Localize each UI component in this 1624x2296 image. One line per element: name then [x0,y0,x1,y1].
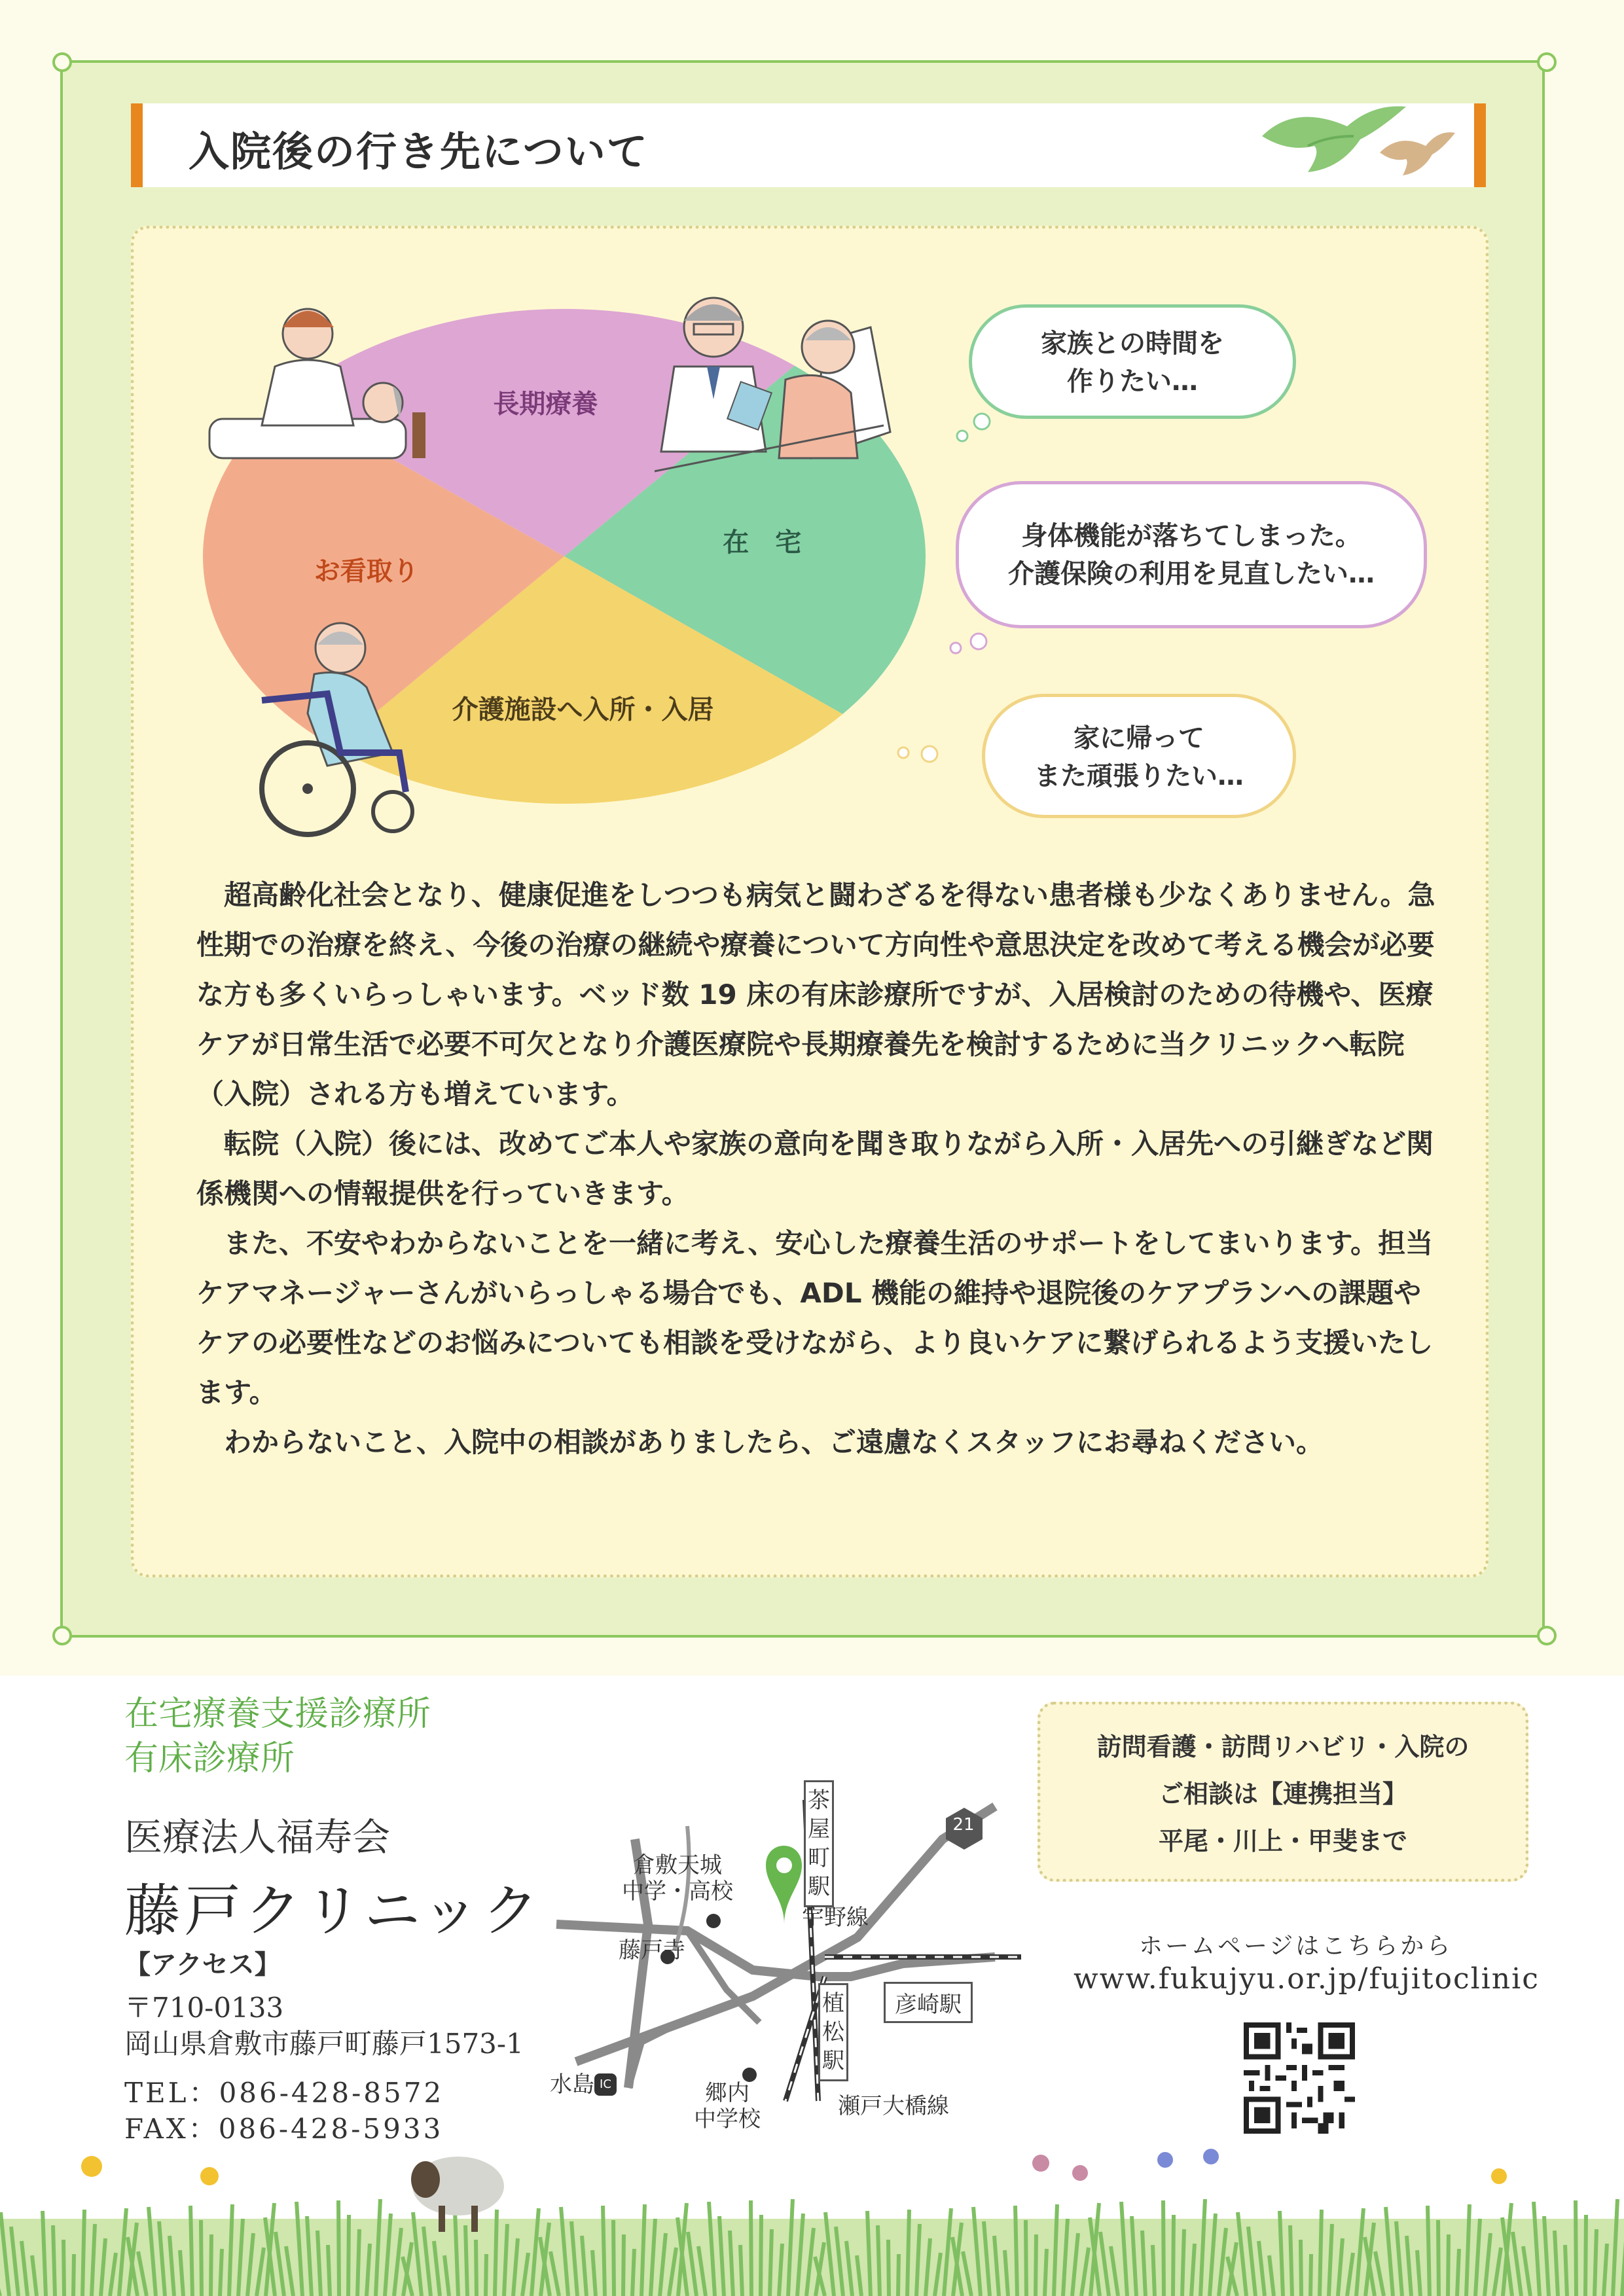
clinic-type: 有床診療所 [124,1739,295,1778]
clinic-type: 在宅療養支援診療所 [124,1695,431,1734]
contact-card [1038,1702,1528,1882]
thought-bubble-family [969,304,1296,419]
pie-slice-label: お看取り [314,556,419,587]
thought-bubble-return-home [982,694,1296,818]
phone-number[interactable]: TEL：086-428-8572 [124,2077,444,2109]
pie-slice-label: 在 宅 [723,527,802,558]
section-title: 入院後の行き先について [189,128,649,175]
map-label-mizushima: 水島 [550,2072,594,2098]
pie-slice-label: 長期療養 [493,389,598,420]
map-label-hasaki-station: 彦崎駅 [884,1982,973,2023]
homepage-url[interactable]: www.fukujyu.or.jp/fujitoclinic [1074,1962,1540,1996]
paragraph: また、不安やわからないことを一緒に考え、安心した療養生活のサポートをしてまいります。担当ケアマネージャーさんがいらっしゃる場合でも、ADL 機能の維持や退院後のケアプランへの課題やケアの必要性などのお悩みについても相談を受けながら、より良いケアに繋げられるよう支援いたします。 [196,1227,1434,1408]
flower-icon [1032,2155,1049,2172]
homepage-label: ホームページはこちらから [1139,1933,1453,1960]
flower-icon [1203,2149,1219,2164]
contact-line: 平尾・川上・甲斐まで [1158,1827,1407,1856]
bubble-line: また頑張りたい… [1034,761,1244,791]
paragraph: 転院（入院）後には、改めてご本人や家族の意向を聞き取りながら入所・入居先への引継ぎなど関係機関への情報提供を行っていきます。 [196,1128,1434,1210]
map-label-gonai-school: 郷内 中学校 [694,2080,761,2132]
contact-line: ご相談は【連携担当】 [1158,1780,1407,1808]
panel-corner [1537,1626,1557,1645]
contact-line: 訪問看護・訪問リハビリ・入院の [1096,1732,1470,1761]
access-label: 【アクセス】 [124,1950,281,1980]
map-label-amaki-school: 倉敷天城 中学・高校 [622,1852,733,1905]
qr-code[interactable] [1244,2022,1355,2134]
corporation-name: 医療法人福寿会 [124,1815,391,1859]
body-text [196,870,1440,1467]
clinic-name: 藤戸クリニック [124,1878,543,1944]
route-number: 21 [952,1815,975,1835]
meadow-illustration [0,2140,1624,2296]
map-label-fujitoji: 藤戸寺 [619,1937,685,1964]
pie-slice-label: 介護施設へ入所・入居 [452,694,714,725]
bubble-line: 家に帰って [1074,723,1204,753]
paragraph: 超高齢化社会となり、健康促進をしつつも病気と闘わざるを得ない患者様も少なくありません。急性期での治療を終え、今後の治療の継続や療養について方向性や意思決定を改めて考える機会が必要な方も多くいらっしゃいます。ベッド数 19 床の有床診療所ですが、入居検討のための待機や、医療ケアが日常生活で必要不可欠となり介護医療院や長期療養先を検討するために当クリニックへ転院（入院）される方も増えています。 [196,879,1435,1110]
destination-pie-chart [0,0,1624,851]
clinic-location-pin [766,1846,802,1924]
map-label-uno-line: 宇野線 [802,1905,869,1931]
map-label-uematsu-station: 植松駅 [818,1983,848,2081]
ic-badge: IC [594,2073,617,2096]
flower-icon [81,2156,102,2177]
map-label-chayamachi-station: 茶屋町駅 [804,1780,834,1907]
bubble-line: 作りたい… [1067,367,1198,397]
postal-code: 〒710-0133 [124,1992,284,2024]
thought-bubble-care-insurance [956,481,1427,628]
flower-icon [1157,2152,1173,2168]
bubble-line: 家族との時間を [1041,329,1224,359]
bubble-line: 介護保険の利用を見直したい… [1008,559,1375,589]
flower-icon [200,2167,219,2185]
paragraph: わからないこと、入院中の相談がありましたら、ご遠慮なくスタッフにお尋ねください。 [224,1426,1324,1458]
address: 岡山県倉敷市藤戸町藤戸1573-1 [124,2028,524,2060]
bubble-line: 身体機能が落ちてしまった。 [1021,521,1362,551]
clinic-types [124,1692,431,1781]
panel-corner [52,1626,72,1645]
map-label-seto-ohashi-line: 瀬戸大橋線 [838,2093,949,2119]
flower-icon [1491,2168,1507,2184]
flower-icon [1072,2165,1088,2181]
fax-number: FAX：086-428-5933 [124,2113,444,2145]
